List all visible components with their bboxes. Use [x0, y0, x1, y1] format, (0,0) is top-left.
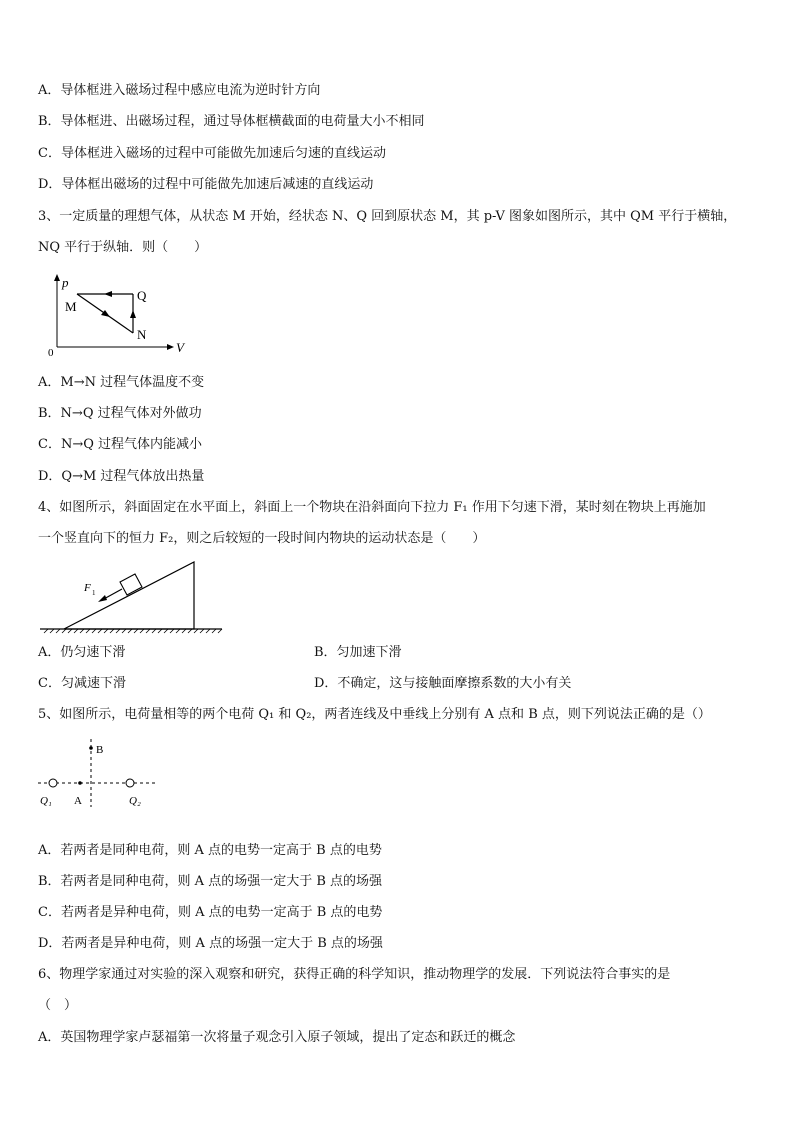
- label-v: V: [176, 340, 184, 355]
- v-axis-arrow: [167, 344, 174, 350]
- point-a: [78, 781, 82, 785]
- q2-option-b: B．导体框进、出磁场过程，通过导体框横截面的电荷量大小不相同: [38, 114, 425, 129]
- pv-diagram: [40, 272, 200, 362]
- label-q1: Q₁: [40, 795, 52, 807]
- q5-option-d: D．若两者是异种电荷，则 A 点的场强一定大于 B 点的场强: [38, 936, 383, 951]
- q3-stem-line2: NQ 平行于纵轴．则（ ）: [38, 240, 208, 255]
- q3-stem-line1: 3、一定质量的理想气体，从状态 M 开始，经状态 N、Q 回到原状态 M，其 p-V 图象如图所示，其中 QM 平行于横轴，: [38, 209, 737, 224]
- label-b: B: [96, 744, 104, 756]
- label-p: p: [62, 275, 69, 290]
- q6-stem-line1: 6、物理学家通过对实验的深入观察和研究，获得正确的科学知识，推动物理学的发展．下列说法符合事实的是: [38, 967, 671, 982]
- point-b: [89, 746, 93, 750]
- q4-option-c: C．匀减速下滑: [38, 676, 126, 691]
- label-q2: Q₂: [129, 795, 141, 807]
- q4-option-a: A．仍匀速下滑: [38, 645, 126, 660]
- charge-q1: [49, 779, 57, 787]
- q4-stem-line2: 一个竖直向下的恒力 F₂，则之后较短的一段时间内物块的运动状态是（ ）: [38, 531, 486, 546]
- incline-diagram: [38, 558, 228, 638]
- q5-option-b: B．若两者是同种电荷，则 A 点的场强一定大于 B 点的场强: [38, 874, 383, 889]
- label-m: M: [65, 299, 77, 314]
- q4-option-d: D．不确定，这与接触面摩擦系数的大小有关: [314, 676, 572, 691]
- q6-stem-line2: （ ）: [38, 998, 78, 1013]
- q4-stem-line1: 4、如图所示，斜面固定在水平面上，斜面上一个物块在沿斜面向下拉力 F₁ 作用下匀速下滑，某时刻在物块上再施加: [38, 500, 706, 515]
- arrow-n-to-q: [130, 310, 136, 318]
- q3-option-b: B．N→Q 过程气体对外做功: [38, 406, 202, 421]
- label-f1-subscript: 1: [92, 589, 96, 597]
- arrow-q-to-m: [104, 291, 112, 297]
- q3-option-c: C．N→Q 过程气体内能减小: [38, 437, 203, 452]
- charges-diagram: [36, 735, 166, 810]
- block: [120, 574, 142, 595]
- charge-q2: [126, 779, 134, 787]
- label-a: A: [74, 795, 82, 807]
- q3-option-d: D．Q→M 过程气体放出热量: [38, 469, 205, 484]
- label-origin: 0: [48, 347, 54, 359]
- q2-option-c: C．导体框进入磁场的过程中可能做先加速后匀速的直线运动: [38, 146, 386, 161]
- q2-option-d: D．导体框出磁场的过程中可能做先加速后减速的直线运动: [38, 177, 374, 192]
- q5-option-a: A．若两者是同种电荷，则 A 点的电势一定高于 B 点的电势: [38, 843, 382, 858]
- force-f1-arrowhead: [98, 595, 107, 602]
- q5-option-c: C．若两者是异种电荷，则 A 点的电势一定高于 B 点的电势: [38, 905, 383, 920]
- q3-option-a: A．M→N 过程气体温度不变: [38, 375, 205, 390]
- label-f1: F: [84, 582, 91, 594]
- q5-stem: 5、如图所示，电荷量相等的两个电荷 Q₁ 和 Q₂，两者连线及中垂线上分别有 A 点和 B 点，则下列说法正确的是（）: [38, 707, 711, 722]
- incline-triangle: [64, 562, 194, 629]
- label-q: Q: [137, 288, 147, 303]
- label-n: N: [137, 327, 147, 342]
- q2-option-a: A．导体框进入磁场过程中感应电流为逆时针方向: [38, 83, 321, 98]
- p-axis-arrow: [54, 274, 60, 281]
- q4-option-b: B．匀加速下滑: [314, 645, 402, 660]
- q6-option-a: A．英国物理学家卢瑟福第一次将量子观念引入原子领域，提出了定态和跃迁的概念: [38, 1030, 516, 1045]
